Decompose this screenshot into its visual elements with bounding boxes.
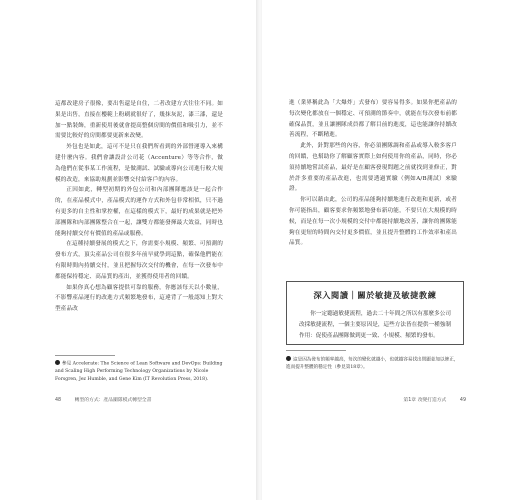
running-head: 轉型的方式：產品團隊模式轉型全書 [74, 398, 152, 403]
paragraph: 進（業界稱此為「大爆炸」式發布）要容易得多。如果你把產品的每次變化都放在一個穩定、可預測的節奏中，就能在每次發布前都確保品質，並且讓團隊成員都了解目前的進度，這也能讓你持續改善流程，不斷精進。 [289, 100, 457, 139]
footnote-marker-icon [286, 356, 291, 361]
footnote [286, 356, 462, 372]
footnote-rule [286, 350, 346, 351]
page-number: 48 [55, 398, 62, 403]
page-number: 49 [459, 398, 466, 403]
footnote-text: 這是因為發布的頻率越高，每次的變化就越小，也就越容易找出問題並加以修正，進而提升整體的穩定性（參見第18章）。 [286, 357, 459, 371]
box-title: 深入閱讀｜關於敏捷及敏捷教練 [313, 290, 437, 300]
left-page [0, 0, 258, 500]
right-page [262, 0, 520, 500]
right-footer [392, 396, 466, 403]
left-body-text [55, 99, 223, 315]
paragraph: 在這種持續發展的模式之下，你需要小規模、頻繁、可預測的發布方式，頂尖產品公司在很多年前早就學到這點，確保他們能在有限時間內持續交付，並且把握每次交付的機會，在每一次發布中都能保持穩定、高品質的產出，並獲得使用者的回饋。 [55, 241, 223, 280]
paragraph: 正因如此，轉型初期的外包公司和內部團隊應該是一起合作的，在產品模式中，產品模式的運作方式和外包非常相似，只不過有更多的自主性和掌控權，在這樣的模式下，最好的成果就是把外部團隊和內部團隊整合在一起，讓雙方都能發揮最大效益，同時也能夠持續交付有價值的產品或服務。 [55, 187, 223, 237]
left-footer [55, 396, 151, 403]
box-text-container [299, 309, 451, 341]
paragraph: 你可以藉由此，公司的產品能夠持續地進行改進和更新，或者你可能指出，顧客要求你頻繁地發布新功能，不要只在大規模的時候，而是在每一次小規模的交付中都能持續地改善，讓你的團隊能夠在更短的時間內交付更多價值，並且提升整體的工作效率和產出品質。 [289, 197, 457, 247]
paragraph: 外包也是如此，這可不是只在我們所看到的外部營運導入來構建什麼內容。我們會讓設計公司花（Accenture）等等合作，做為他們在從事某工作流程，是做測試、試驗或導向公司進行較大規模的改造，來協助規劃並影響交付給客戶的內容。 [55, 144, 223, 183]
paragraph: 如果你真心想為顧客提供可靠的服務，你應該每天以小數量，不影響產品運行的改進方式頻繁地發布，這違背了一般認知上對大型產品改 [55, 284, 223, 313]
footnote [55, 360, 225, 383]
footnote-text: 參見 Accelerate: The Science of Lean Software and DevOps: Building and Scaling High Performing Technology Organizations by Nicole Forsgren, Jez Humble, and Gene Kim (IT Revolution Press, 2018). [55, 361, 223, 382]
right-body-text [289, 98, 457, 249]
deep-reading-box [286, 281, 464, 345]
footnote-marker-icon [55, 360, 60, 365]
paragraph: 這都改建房子很像，要出售還是自住，二者改建方式往往不同。如果是出售，直接在樓範上粉刷就很好了，幾抹灰泥，漆三漆，還是加一點裝飾，重新使用後就會提高整個房間的價值和吸引力，並不需要比較好的房間都要更新來改變。 [55, 101, 223, 140]
running-head: 第1章 改變打造方式 [403, 398, 447, 403]
paragraph: 此外，針對那些的內容，你必須團隊調和產品或導入較多客戶的回饋，也幫助你了解顧客實際上如何使用你的產品，同時，你必須持續地嘗試產品，最好是在顧客發現問題之前就找到並修正，對於許多重要的產品改進，也需要透過實驗（例如A/B測試）來驗證。 [289, 143, 457, 193]
box-text: 你一定聽過敏捷流程，過去二十年間之所以有那麼多公司改採敏捷流程，一個主要原因是，這些方法皆在提供一種強制作用：促使產品團隊做到更一致、小規模、頻繁的發布。 [299, 311, 451, 339]
footnote-rule [55, 355, 115, 356]
